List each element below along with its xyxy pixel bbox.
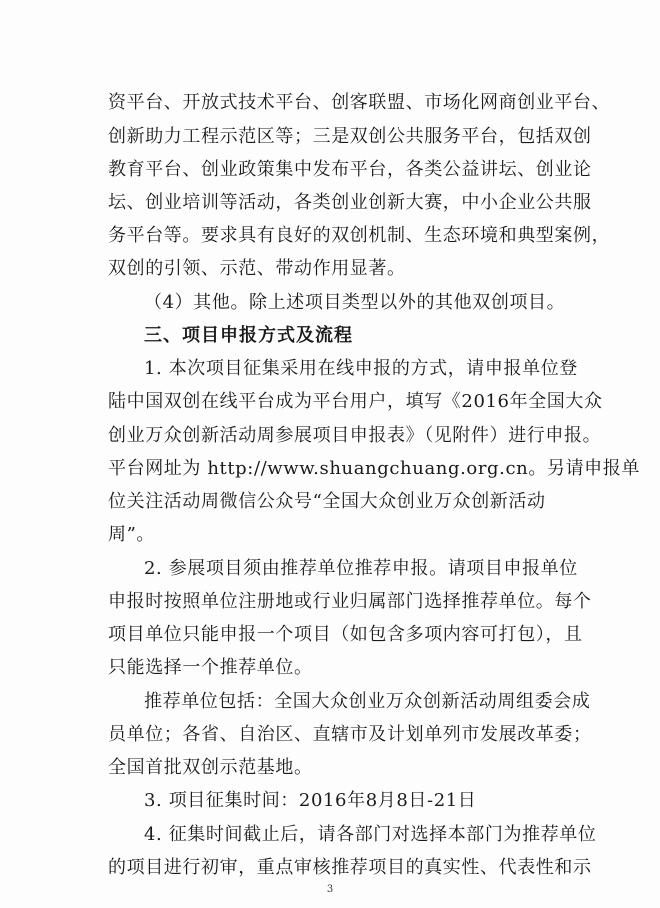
text-line: 创新助力工程示范区等；三是双创公共服务平台，包括双创 [108, 126, 592, 147]
text-line: 周”。 [108, 524, 156, 545]
text-line: 位关注活动周微信公众号“全国大众创业万众创新活动 [108, 491, 546, 512]
text-line: 申报时按照单位注册地或行业归属部门选择推荐单位。每个 [108, 591, 592, 612]
section-heading: 三、项目申报方式及流程 [144, 325, 353, 346]
text-line: 双创的引领、示范、带动作用显著。 [108, 258, 406, 279]
text-line: 项目单位只能申报一个项目（如包含多项内容可打包），且 [108, 624, 583, 645]
text-line: 只能选择一个推荐单位。 [108, 657, 313, 678]
text-line: 教育平台、创业政策集中发布平台，各类公益讲坛、创业论 [108, 159, 592, 180]
text-line: 创业万众创新活动周参展项目申报表》（见附件）进行申报。 [108, 425, 602, 446]
text-line: 3. 项目征集时间：2016年8月8日-21日 [144, 790, 477, 811]
text-line: 4. 征集时间截止后，请各部门对选择本部门为推荐单位 [144, 824, 597, 845]
text-line: 平台网址为 http://www.shuangchuang.org.cn。另请申报单 [108, 458, 640, 479]
text-line: 全国首批双创示范基地。 [108, 757, 313, 778]
text-line: 的项目进行初审，重点审核推荐项目的真实性、代表性和示 [108, 857, 592, 878]
text-line: 员单位；各省、自治区、直辖市及计划单列市发展改革委； [108, 724, 592, 745]
text-line: 坛、创业培训等活动，各类创业创新大赛，中小企业公共服 [108, 192, 592, 213]
page-number: 3 [326, 884, 334, 895]
text-line: 务平台等。要求具有良好的双创机制、生态环境和典型案例， [108, 225, 611, 246]
text-line: 陆中国双创在线平台成为平台用户，填写《2016年全国大众 [108, 391, 603, 412]
text-line: 资平台、开放式技术平台、创客联盟、市场化网商创业平台、 [108, 92, 611, 113]
text-line: 2. 参展项目须由推荐单位推荐申报。请项目申报单位 [144, 558, 578, 579]
text-line: 1. 本次项目征集采用在线申报的方式，请申报单位登 [144, 358, 578, 379]
text-line: （4）其他。除上述项目类型以外的其他双创项目。 [144, 292, 566, 313]
text-line: 推荐单位包括：全国大众创业万众创新活动周组委会成 [144, 691, 591, 712]
